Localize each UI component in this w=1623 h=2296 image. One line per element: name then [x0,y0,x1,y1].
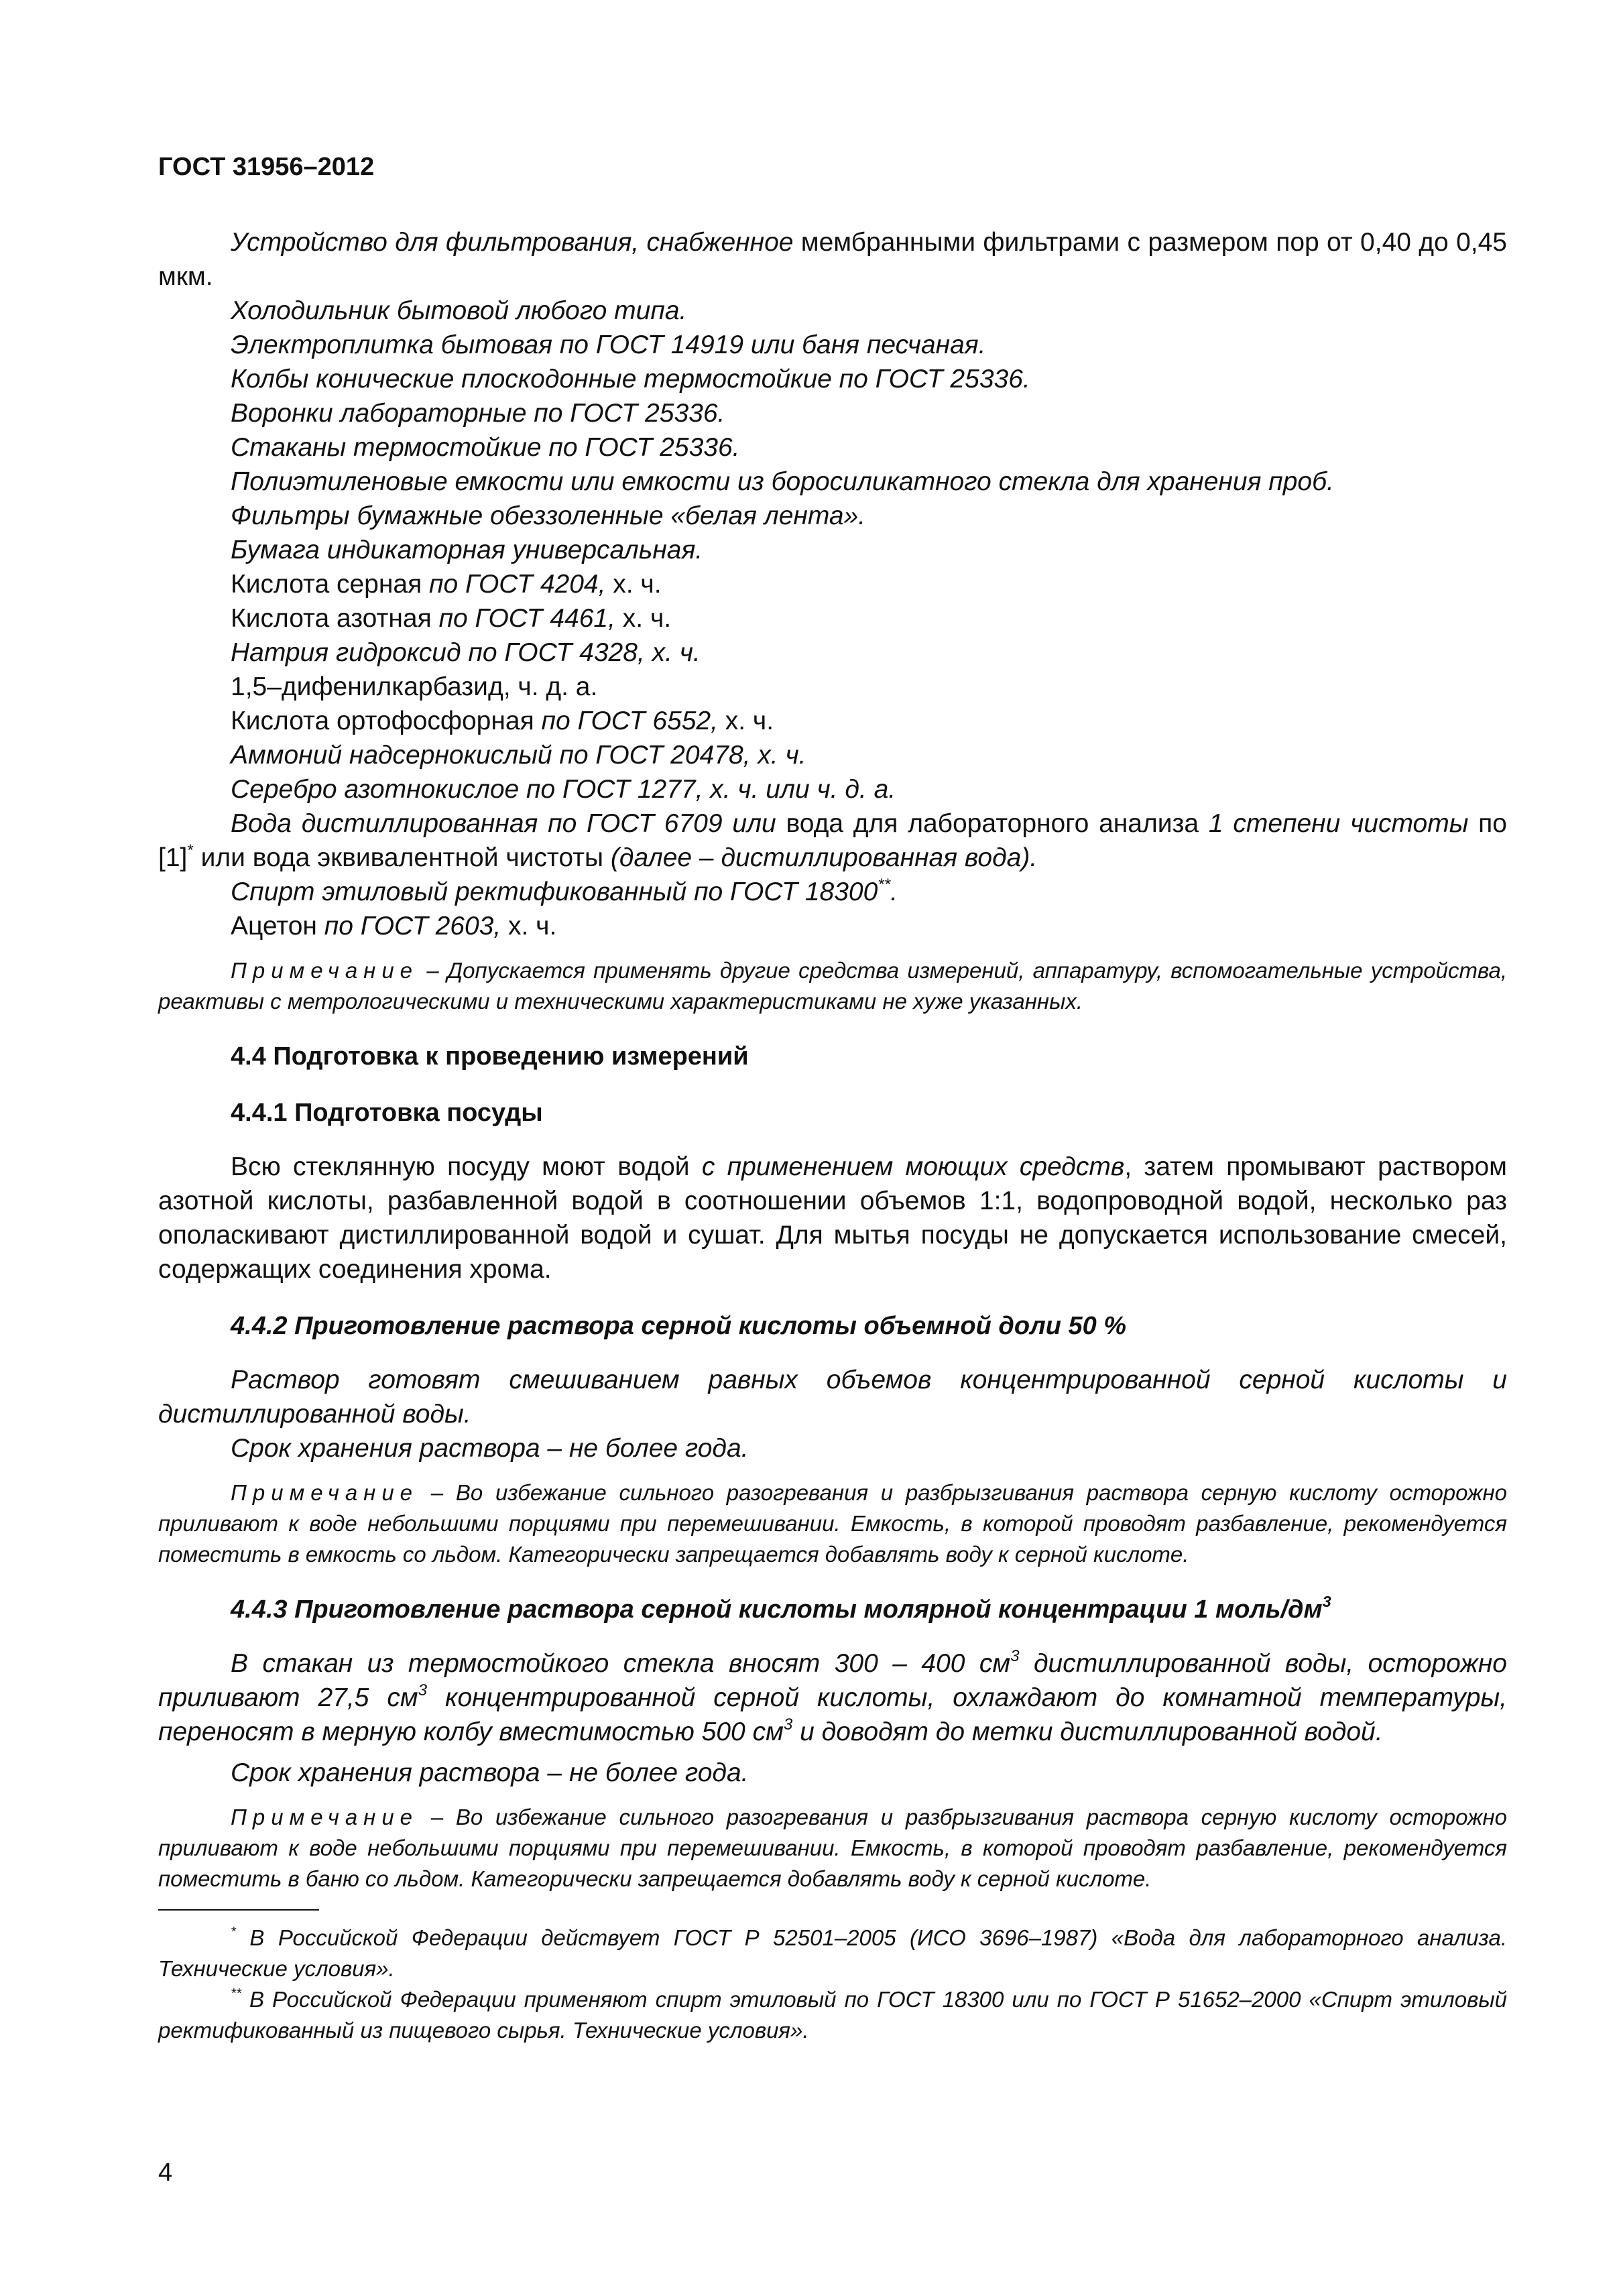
text-part: , затем промывают раствором азотной кислоты, разбавленной водой в соотношении объемов 1:1, водопроводной водой, несколько раз ополаскивают дистиллированной водой и сушат. Для мытья посуды не допускается использование смесей, содержащих соединения хрома. [158,1152,1507,1284]
reagent-name: Кислота азотная [231,604,439,633]
reagent-phosphoric [158,704,1507,738]
section-4-4-1-title: 4.4.1 Подготовка посуды [231,1099,543,1127]
section-4-4-3-note [158,1802,1507,1894]
section-4-4-3-text [158,1646,1507,1749]
water-purity: 1 степени чистоты [1208,809,1469,838]
footnote [158,1984,1507,2046]
section-4-4-2-title: 4.4.2 Приготовление раствора серной кислоты объемной доли 50 % [231,1312,1127,1340]
footnote-text: В Российской Федерации применяют спирт этиловый по ГОСТ 18300 или по ГОСТ Р 51652–2000 «Спирт этиловый ректификованный из пищевого сырья. Технические условия». [158,1987,1507,2043]
reagent-acetone [158,909,1507,943]
list-item: Полиэтиленовые емкости или емкости из боросиликатного стекла для хранения проб. [231,467,1334,496]
reagent-nitric [158,601,1507,636]
text-part: концентрированной серной кислоты, охлаждают до комнатной температуры, переносят в мерную колбу вместимостью 500 см [158,1683,1507,1746]
reagent-grade: х. ч. [605,570,662,599]
reagent-sulfuric [158,567,1507,601]
list-item: Фильтры бумажные обеззоленные «белая лента». [231,501,866,530]
section-4-4-2-note [158,1477,1507,1570]
water-standard: Вода дистиллированная по ГОСТ 6709 [231,809,733,838]
section-4-4-2-text: Раствор готовят смешиванием равных объемов концентрированной серной кислоты и дистиллированной воды. [158,1366,1507,1429]
water-or: или [732,809,776,838]
page-body [158,225,1507,2046]
section-4-4-2-storage: Срок хранения раствора – не более года. [231,1434,749,1463]
list-item: Воронки лабораторные по ГОСТ 25336. [231,399,725,428]
title-text: 4.4.3 Приготовление раствора серной кислоты молярной концентрации 1 моль/дм [231,1595,1323,1624]
footnote-mark: ** [231,1986,241,2001]
section-4-4-3-title [158,1593,1507,1626]
filter-device-paragraph [158,225,1507,294]
reagent-diphenylcarbazide: 1,5–дифенилкарбазид, ч. д. а. [231,672,598,701]
superscript: 3 [418,1681,428,1699]
water-definition: (далее – дистиллированная вода). [610,843,1038,872]
water-ref: по [1] [158,809,1507,872]
note-label: Примечание [231,1480,419,1505]
text-part: дистиллированной воды, осторожно приливают 27,5 см [158,1649,1507,1712]
reagent-grade: х. ч. [501,912,557,941]
note-equipment [158,955,1507,1017]
reagent-naoh: Натрия гидроксид по ГОСТ 4328, х. ч. [231,638,701,667]
reagent-standard: по ГОСТ 6552, [541,707,718,735]
page-number: 4 [158,2159,173,2187]
water-lab: вода для лабораторного анализа [776,809,1209,838]
footnote-divider [158,1909,319,1911]
note-text: – Во избежание сильного разогревания и разбрызгивания раствора серную кислоту осторожно приливают к воде небольшими порциями при перемешивании. Емкость, в которой проводят разбавление, рекомендуется поместить в баню со льдом. Категорически запрещается добавлять воду к серной кислоте. [158,1805,1507,1891]
note-text: – Во избежание сильного разогревания и разбрызгивания раствора серную кислоту осторожно приливают к воде небольшими порциями при перемешивании. Емкость, в которой проводят разбавление, рекомендуется поместить в емкость со льдом. Категорически запрещается добавлять воду к серной кислоте. [158,1480,1507,1567]
superscript: 3 [1010,1647,1020,1665]
reagent-name: Спирт этиловый ректификованный по ГОСТ 18300 [231,878,878,906]
reagent-standard: по ГОСТ 4204, [429,570,606,599]
document-code: ГОСТ 31956–2012 [158,153,375,181]
footnote-mark: * [231,1924,236,1939]
note-text: – Допускается применять другие средства измерений, аппаратуру, вспомогательные устройства, реактивы с метрологическими и техническими характеристиками не хуже указанных. [158,958,1507,1014]
list-item: Электроплитка бытовая по ГОСТ 14919 или баня песчаная. [231,330,986,359]
text-part: и доводят до метки дистиллированной водой. [792,1717,1383,1746]
list-item: Холодильник бытовой любого типа. [231,296,687,325]
filter-device-spec: мембранными фильтрами с размером пор от 0,40 до 0,45 мкм. [158,228,1507,291]
footnote-mark: * [187,841,194,859]
note-label: Примечание [231,958,419,983]
list-item: Бумага индикаторная универсальная. [231,536,703,564]
superscript: 3 [1322,1593,1331,1611]
text-part: В стакан из термостойкого стекла вносят 300 – 400 см [231,1649,1011,1678]
reagent-grade: х. ч. [615,604,672,633]
reagent-name: Кислота серная [231,570,430,599]
reagent-name: Кислота ортофосфорная [231,707,542,735]
reagent-grade: х. ч. [717,707,774,735]
filter-device-text: Устройство для фильтрования, снабженное [231,228,794,257]
list-item: Колбы конические плоскодонные термостойкие по ГОСТ 25336. [231,365,1030,394]
section-4-4-1-text [158,1150,1507,1286]
section-4-4-3-storage: Срок хранения раствора – не более года. [231,1758,749,1787]
text-part: с применением моющих средств [701,1152,1125,1181]
superscript: 3 [783,1715,793,1734]
reagent-silver: Серебро азотнокислое по ГОСТ 1277, х. ч. или ч. д. а. [231,775,896,804]
reagent-standard: по ГОСТ 4461, [438,604,615,633]
text-part: Всю стеклянную посуду моют водой [231,1152,702,1181]
note-label: Примечание [231,1805,419,1829]
water-equivalent: или вода эквивалентной чистоты [193,843,611,872]
list-item: Стаканы термостойкие по ГОСТ 25336. [231,433,740,462]
footnote-text: В Российской Федерации действует ГОСТ Р 52501–2005 (ИСО 3696–1987) «Вода для лабораторного анализа. Технические условия». [158,1925,1507,1981]
reagent-water [158,806,1507,875]
reagent-ammonium: Аммоний надсернокислый по ГОСТ 20478, х. ч. [231,741,806,770]
reagent-standard: по ГОСТ 2603, [324,912,501,941]
reagent-ethanol [158,875,1507,909]
reagent-end: . [890,878,898,906]
section-4-4-title: 4.4 Подготовка к проведению измерений [231,1042,749,1071]
reagent-name: Ацетон [231,912,324,941]
footnote-mark: ** [878,875,891,894]
footnote [158,1923,1507,1984]
